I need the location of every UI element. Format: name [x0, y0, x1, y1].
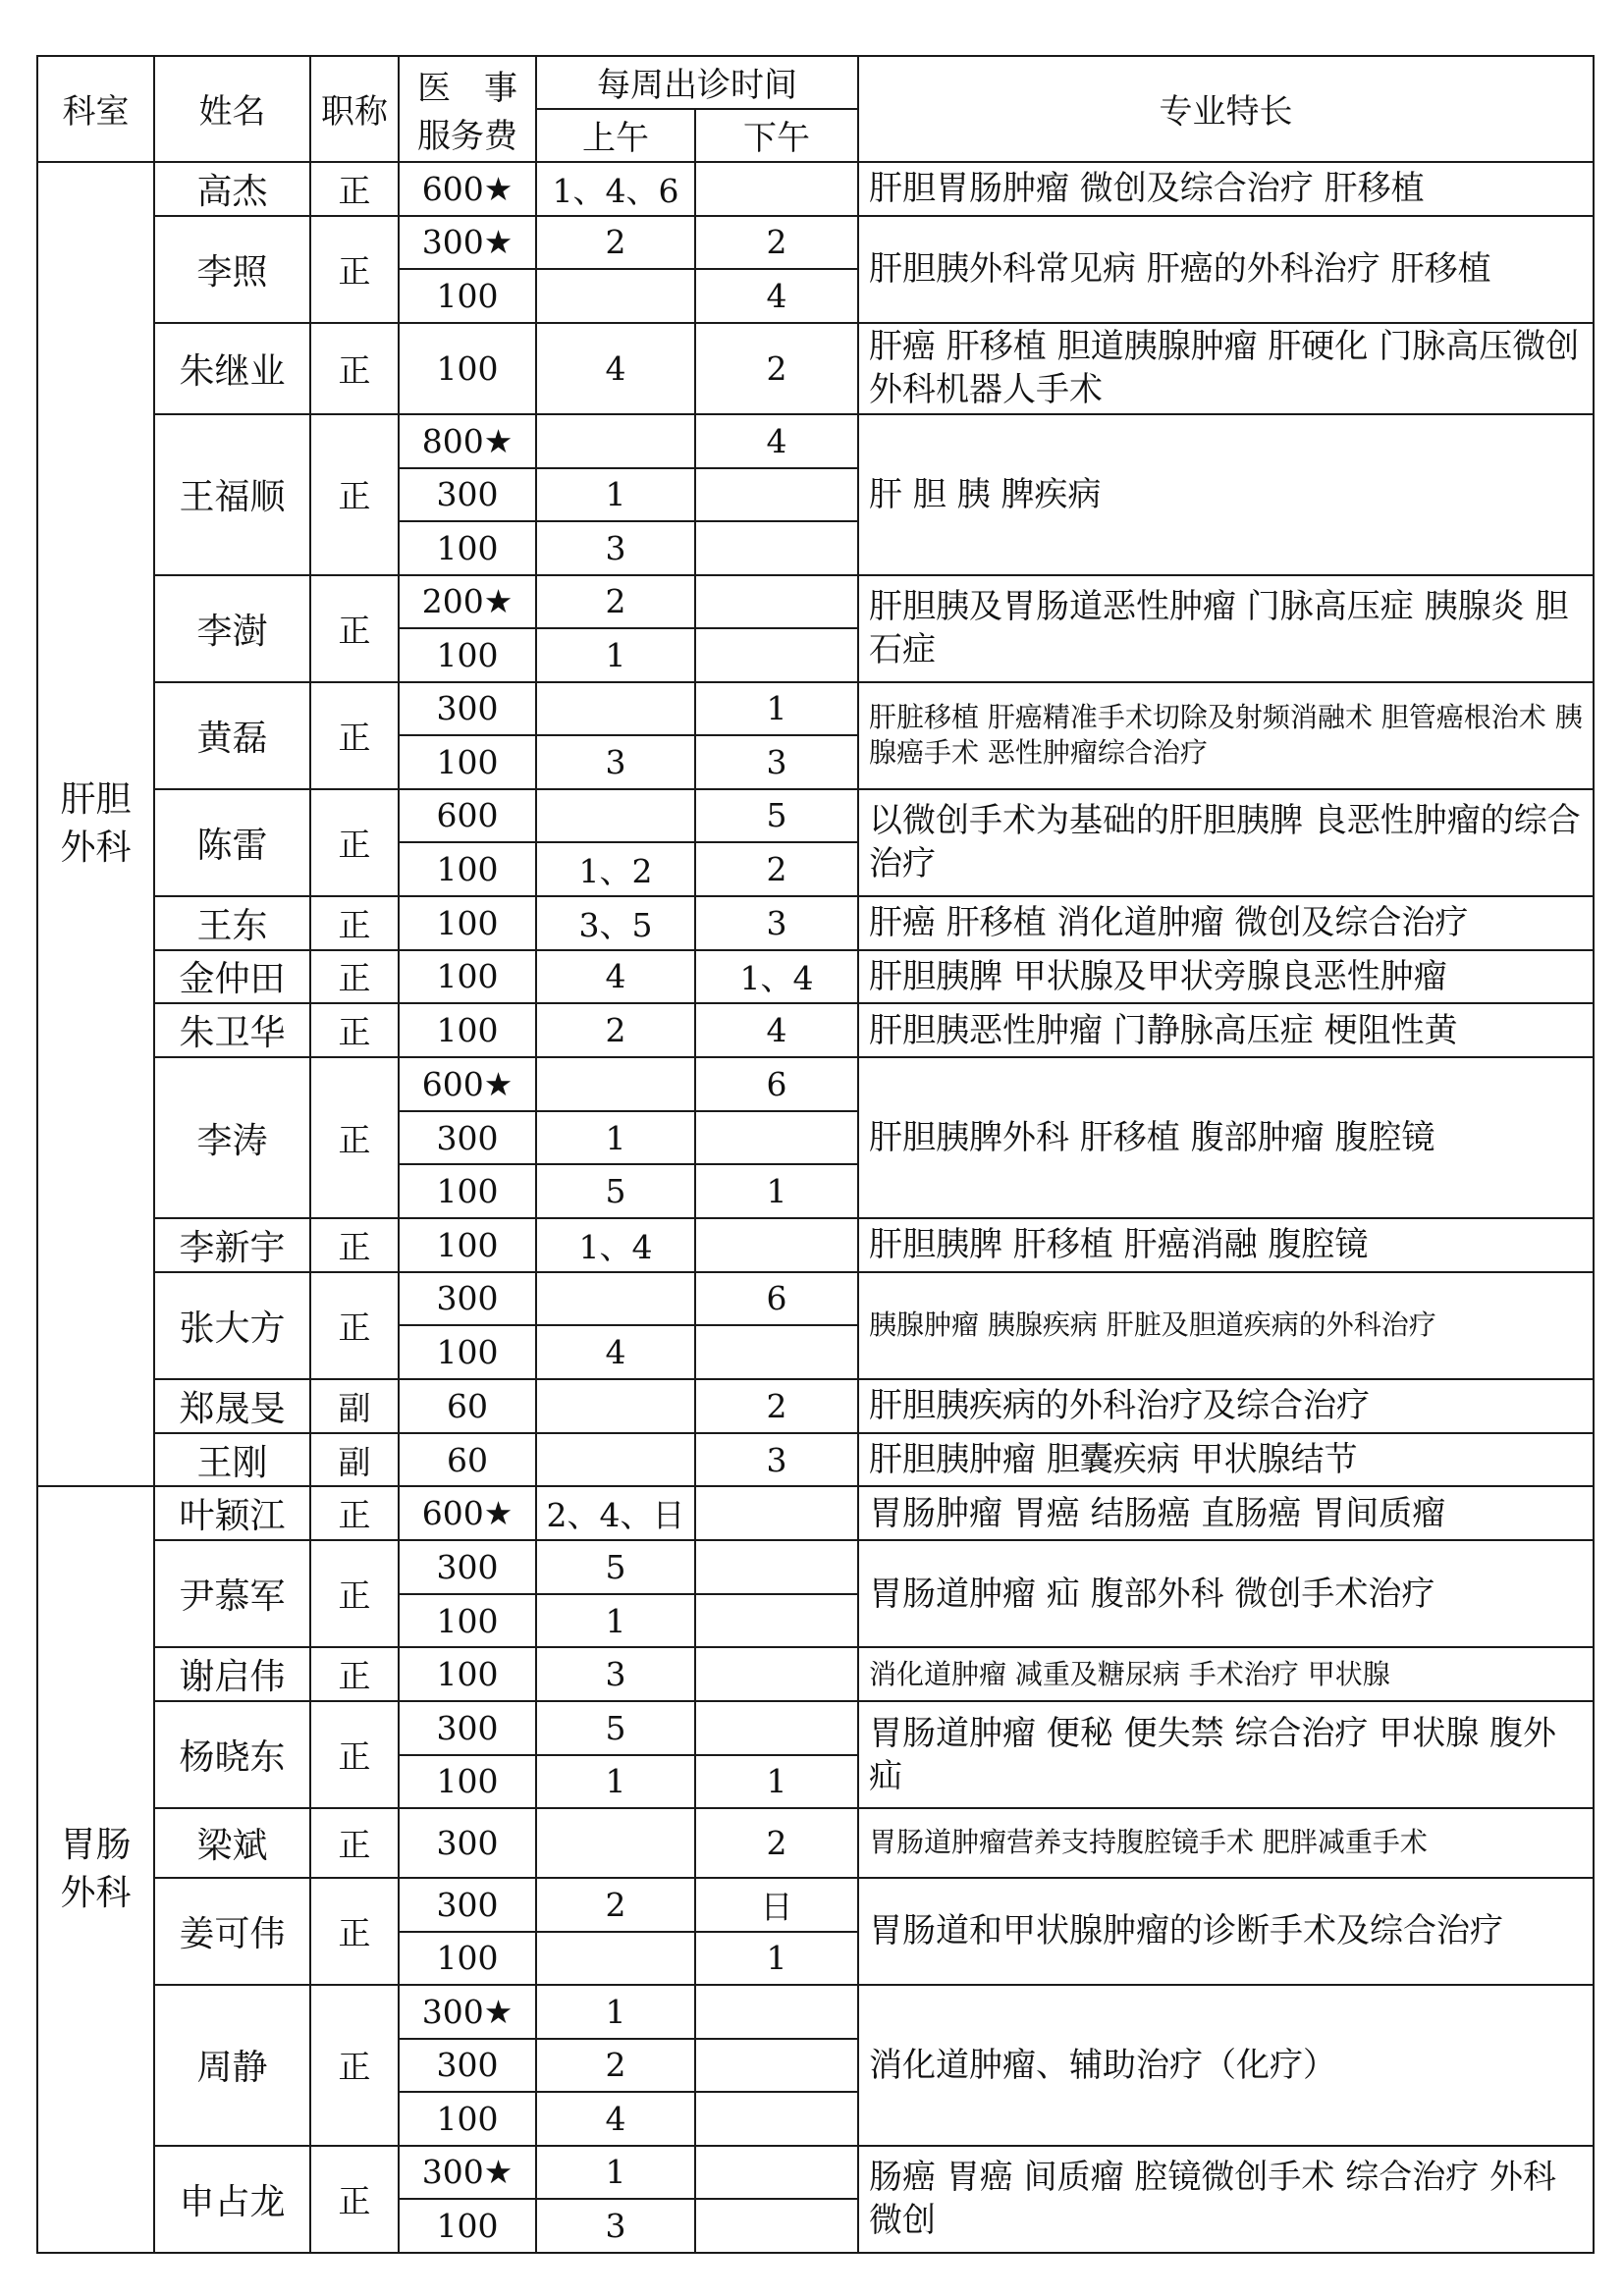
table-row — [37, 1057, 1594, 1110]
table-row — [37, 1003, 1594, 1057]
service-fee: 300★ — [399, 2146, 536, 2199]
clinic-pm — [695, 1647, 858, 1701]
doctor-name: 陈雷 — [154, 789, 310, 896]
service-fee: 100 — [399, 1003, 536, 1057]
doctor-title: 正 — [310, 1272, 399, 1379]
clinic-am: 2 — [536, 2039, 695, 2092]
service-fee: 300 — [399, 1878, 536, 1931]
clinic-pm: 4 — [695, 414, 858, 467]
clinic-pm — [695, 2039, 858, 2092]
doctor-title: 正 — [310, 896, 399, 950]
table-row — [37, 1379, 1594, 1433]
clinic-am — [536, 1932, 695, 1985]
doctor-specialty: 消化道肿瘤、辅助治疗（化疗） — [858, 1985, 1594, 2145]
doctor-title: 正 — [310, 575, 399, 682]
clinic-pm: 4 — [695, 1003, 858, 1057]
header-fee — [399, 56, 536, 162]
table-row — [37, 216, 1594, 269]
table-row — [37, 1647, 1594, 1701]
clinic-pm: 2 — [695, 1808, 858, 1878]
service-fee: 300 — [399, 682, 536, 735]
department-name-line: 外科 — [60, 1872, 132, 1913]
doctor-specialty: 肝胆胰肿瘤 胆囊疾病 甲状腺结节 — [858, 1433, 1594, 1487]
clinic-am: 2 — [536, 575, 695, 628]
service-fee: 300 — [399, 1272, 536, 1325]
clinic-am: 2、4、日 — [536, 1486, 695, 1540]
table-row — [37, 162, 1594, 216]
table-row — [37, 950, 1594, 1004]
clinic-pm: 1 — [695, 1932, 858, 1985]
clinic-am: 1、4、6 — [536, 162, 695, 216]
doctor-specialty: 肝癌 肝移植 消化道肿瘤 微创及综合治疗 — [858, 896, 1594, 950]
clinic-pm — [695, 521, 858, 574]
clinic-am — [536, 269, 695, 322]
doctor-name: 张大方 — [154, 1272, 310, 1379]
table-row — [37, 414, 1594, 467]
table-row — [37, 1878, 1594, 1931]
clinic-am — [536, 1057, 695, 1110]
clinic-am: 1 — [536, 1111, 695, 1164]
doctor-title: 正 — [310, 2146, 399, 2253]
clinic-am: 1 — [536, 1594, 695, 1647]
clinic-am: 2 — [536, 1878, 695, 1931]
service-fee: 100 — [399, 896, 536, 950]
service-fee: 100 — [399, 950, 536, 1004]
doctor-name: 李照 — [154, 216, 310, 323]
service-fee: 600★ — [399, 1057, 536, 1110]
table-row — [37, 1985, 1594, 2038]
clinic-pm — [695, 1540, 858, 1593]
clinic-am: 2 — [536, 1003, 695, 1057]
doctor-specialty: 肝癌 肝移植 胆道胰腺肿瘤 肝硬化 门脉高压微创外科机器人手术 — [858, 323, 1594, 415]
header-am: 上午 — [536, 109, 695, 162]
doctor-specialty: 肠癌 胃癌 间质瘤 腔镜微创手术 综合治疗 外科微创 — [858, 2146, 1594, 2253]
header-fee-line1: 医 事 — [417, 68, 517, 108]
doctor-title: 正 — [310, 1003, 399, 1057]
doctor-title: 正 — [310, 682, 399, 789]
clinic-pm: 日 — [695, 1878, 858, 1931]
clinic-am: 1 — [536, 468, 695, 521]
table-row — [37, 1272, 1594, 1325]
service-fee: 100 — [399, 2199, 536, 2253]
clinic-am — [536, 789, 695, 842]
doctor-title: 正 — [310, 414, 399, 574]
service-fee: 300★ — [399, 216, 536, 269]
department-name-line: 肝胆 — [60, 779, 132, 821]
clinic-am: 1 — [536, 628, 695, 681]
doctor-name: 王福顺 — [154, 414, 310, 574]
clinic-pm: 6 — [695, 1057, 858, 1110]
table-row — [37, 1540, 1594, 1593]
clinic-schedule-table — [36, 55, 1595, 2254]
service-fee: 300 — [399, 1111, 536, 1164]
table-row — [37, 1433, 1594, 1487]
table-row — [37, 682, 1594, 735]
table-row — [37, 896, 1594, 950]
clinic-am: 5 — [536, 1540, 695, 1593]
doctor-specialty: 肝胆胰脾 肝移植 肝癌消融 腹腔镜 — [858, 1218, 1594, 1272]
service-fee: 300 — [399, 1701, 536, 1754]
service-fee: 100 — [399, 628, 536, 681]
doctor-name: 朱卫华 — [154, 1003, 310, 1057]
clinic-pm: 5 — [695, 789, 858, 842]
doctor-name: 杨晓东 — [154, 1701, 310, 1808]
department-name-line: 外科 — [60, 827, 132, 868]
doctor-title: 正 — [310, 1878, 399, 1985]
doctor-name: 周静 — [154, 1985, 310, 2145]
service-fee: 100 — [399, 842, 536, 895]
header-row-top — [37, 56, 1594, 109]
clinic-am: 3 — [536, 521, 695, 574]
header-pm: 下午 — [695, 109, 858, 162]
doctor-specialty: 肝 胆 胰 脾疾病 — [858, 414, 1594, 574]
table-row — [37, 789, 1594, 842]
header-schedule: 每周出诊时间 — [536, 56, 858, 109]
clinic-am — [536, 682, 695, 735]
service-fee: 600★ — [399, 162, 536, 216]
doctor-specialty: 胰腺肿瘤 胰腺疾病 肝脏及胆道疾病的外科治疗 — [858, 1272, 1594, 1379]
doctor-specialty: 胃肠道肿瘤营养支持腹腔镜手术 肥胖减重手术 — [858, 1808, 1594, 1878]
doctor-title: 副 — [310, 1433, 399, 1487]
clinic-am: 3 — [536, 735, 695, 788]
service-fee: 100 — [399, 1755, 536, 1808]
doctor-specialty: 消化道肿瘤 减重及糖尿病 手术治疗 甲状腺 — [858, 1647, 1594, 1701]
doctor-name: 李涛 — [154, 1057, 310, 1217]
clinic-pm — [695, 1325, 858, 1378]
clinic-pm: 2 — [695, 842, 858, 895]
clinic-am: 1 — [536, 1755, 695, 1808]
doctor-title: 正 — [310, 1057, 399, 1217]
table-row — [37, 1218, 1594, 1272]
clinic-am — [536, 414, 695, 467]
service-fee: 100 — [399, 1594, 536, 1647]
service-fee: 100 — [399, 521, 536, 574]
clinic-pm: 2 — [695, 1379, 858, 1433]
clinic-am — [536, 1379, 695, 1433]
doctor-specialty: 胃肠道和甲状腺肿瘤的诊断手术及综合治疗 — [858, 1878, 1594, 1985]
clinic-am: 5 — [536, 1701, 695, 1754]
clinic-am: 1、4 — [536, 1218, 695, 1272]
clinic-pm: 2 — [695, 216, 858, 269]
table-row — [37, 323, 1594, 415]
doctor-specialty: 肝胆胰脾 甲状腺及甲状旁腺良恶性肿瘤 — [858, 950, 1594, 1004]
doctor-name: 王刚 — [154, 1433, 310, 1487]
doctor-name: 高杰 — [154, 162, 310, 216]
clinic-am: 2 — [536, 216, 695, 269]
table-body — [37, 56, 1594, 2253]
service-fee: 60 — [399, 1433, 536, 1487]
clinic-am: 4 — [536, 323, 695, 415]
clinic-am — [536, 1433, 695, 1487]
service-fee: 100 — [399, 1325, 536, 1378]
doctor-title: 正 — [310, 216, 399, 323]
clinic-am — [536, 1272, 695, 1325]
clinic-pm: 1 — [695, 682, 858, 735]
doctor-title: 正 — [310, 1218, 399, 1272]
doctor-title: 正 — [310, 1985, 399, 2145]
doctor-title: 正 — [310, 1540, 399, 1647]
clinic-pm: 1 — [695, 1164, 858, 1217]
doctor-specialty: 胃肠肿瘤 胃癌 结肠癌 直肠癌 胃间质瘤 — [858, 1486, 1594, 1540]
department-name — [37, 1486, 154, 2253]
doctor-specialty: 肝脏移植 肝癌精准手术切除及射频消融术 胆管癌根治术 胰腺癌手术 恶性肿瘤综合治疗 — [858, 682, 1594, 789]
doctor-title: 正 — [310, 1808, 399, 1878]
service-fee: 100 — [399, 1932, 536, 1985]
clinic-pm — [695, 2146, 858, 2199]
doctor-title: 正 — [310, 1701, 399, 1808]
clinic-pm: 1 — [695, 1755, 858, 1808]
service-fee: 100 — [399, 1218, 536, 1272]
header-fee-line2: 服务费 — [417, 116, 517, 156]
doctor-name: 金仲田 — [154, 950, 310, 1004]
department-name-line: 胃肠 — [60, 1825, 132, 1866]
table-row — [37, 2146, 1594, 2199]
clinic-pm — [695, 2199, 858, 2253]
doctor-title: 副 — [310, 1379, 399, 1433]
doctor-title: 正 — [310, 1486, 399, 1540]
header-dept: 科室 — [37, 56, 154, 162]
clinic-am: 4 — [536, 2092, 695, 2145]
header-title: 职称 — [310, 56, 399, 162]
clinic-pm: 4 — [695, 269, 858, 322]
clinic-pm — [695, 2092, 858, 2145]
service-fee: 300 — [399, 1540, 536, 1593]
service-fee: 600★ — [399, 1486, 536, 1540]
clinic-am: 3 — [536, 2199, 695, 2253]
service-fee: 300★ — [399, 1985, 536, 2038]
clinic-pm — [695, 1985, 858, 2038]
clinic-am: 1 — [536, 2146, 695, 2199]
clinic-pm: 1、4 — [695, 950, 858, 1004]
doctor-title: 正 — [310, 162, 399, 216]
clinic-pm — [695, 1701, 858, 1754]
clinic-pm: 3 — [695, 735, 858, 788]
clinic-pm — [695, 1486, 858, 1540]
doctor-name: 李澍 — [154, 575, 310, 682]
table-row — [37, 1701, 1594, 1754]
clinic-am: 4 — [536, 950, 695, 1004]
clinic-pm — [695, 1218, 858, 1272]
doctor-specialty: 胃肠道肿瘤 疝 腹部外科 微创手术治疗 — [858, 1540, 1594, 1647]
clinic-pm — [695, 575, 858, 628]
doctor-specialty: 肝胆胰恶性肿瘤 门静脉高压症 梗阻性黄 — [858, 1003, 1594, 1057]
doctor-specialty: 肝胆胰疾病的外科治疗及综合治疗 — [858, 1379, 1594, 1433]
service-fee: 100 — [399, 1164, 536, 1217]
service-fee: 800★ — [399, 414, 536, 467]
service-fee: 100 — [399, 1647, 536, 1701]
table-row — [37, 575, 1594, 628]
doctor-name: 郑晟旻 — [154, 1379, 310, 1433]
clinic-pm: 3 — [695, 896, 858, 950]
doctor-specialty: 肝胆胃肠肿瘤 微创及综合治疗 肝移植 — [858, 162, 1594, 216]
clinic-am: 1、2 — [536, 842, 695, 895]
table-row — [37, 1486, 1594, 1540]
doctor-specialty: 以微创手术为基础的肝胆胰脾 良恶性肿瘤的综合治疗 — [858, 789, 1594, 896]
clinic-am: 3 — [536, 1647, 695, 1701]
service-fee: 100 — [399, 269, 536, 322]
doctor-name: 朱继业 — [154, 323, 310, 415]
clinic-pm — [695, 162, 858, 216]
doctor-title: 正 — [310, 789, 399, 896]
clinic-pm: 2 — [695, 323, 858, 415]
doctor-name: 姜可伟 — [154, 1878, 310, 1985]
service-fee: 600 — [399, 789, 536, 842]
service-fee: 100 — [399, 735, 536, 788]
doctor-specialty: 肝胆胰及胃肠道恶性肿瘤 门脉高压症 胰腺炎 胆石症 — [858, 575, 1594, 682]
doctor-name: 谢启伟 — [154, 1647, 310, 1701]
service-fee: 100 — [399, 2092, 536, 2145]
header-name: 姓名 — [154, 56, 310, 162]
doctor-title: 正 — [310, 323, 399, 415]
service-fee: 200★ — [399, 575, 536, 628]
doctor-specialty: 胃肠道肿瘤 便秘 便失禁 综合治疗 甲状腺 腹外疝 — [858, 1701, 1594, 1808]
clinic-am: 3、5 — [536, 896, 695, 950]
doctor-name: 黄磊 — [154, 682, 310, 789]
clinic-pm — [695, 468, 858, 521]
service-fee: 300 — [399, 468, 536, 521]
header-specialty: 专业特长 — [858, 56, 1594, 162]
doctor-name: 叶颖江 — [154, 1486, 310, 1540]
service-fee: 60 — [399, 1379, 536, 1433]
clinic-am: 5 — [536, 1164, 695, 1217]
doctor-name: 尹慕军 — [154, 1540, 310, 1647]
table-row — [37, 1808, 1594, 1878]
clinic-am: 4 — [536, 1325, 695, 1378]
clinic-pm — [695, 628, 858, 681]
doctor-specialty: 肝胆胰外科常见病 肝癌的外科治疗 肝移植 — [858, 216, 1594, 323]
clinic-pm — [695, 1594, 858, 1647]
clinic-pm — [695, 1111, 858, 1164]
doctor-name: 李新宇 — [154, 1218, 310, 1272]
doctor-title: 正 — [310, 950, 399, 1004]
doctor-name: 申占龙 — [154, 2146, 310, 2253]
clinic-am — [536, 1808, 695, 1878]
service-fee: 100 — [399, 323, 536, 415]
service-fee: 300 — [399, 2039, 536, 2092]
clinic-pm: 3 — [695, 1433, 858, 1487]
doctor-name: 王东 — [154, 896, 310, 950]
service-fee: 300 — [399, 1808, 536, 1878]
doctor-title: 正 — [310, 1647, 399, 1701]
department-name — [37, 162, 154, 1487]
clinic-am: 1 — [536, 1985, 695, 2038]
clinic-pm: 6 — [695, 1272, 858, 1325]
doctor-specialty: 肝胆胰脾外科 肝移植 腹部肿瘤 腹腔镜 — [858, 1057, 1594, 1217]
doctor-name: 梁斌 — [154, 1808, 310, 1878]
